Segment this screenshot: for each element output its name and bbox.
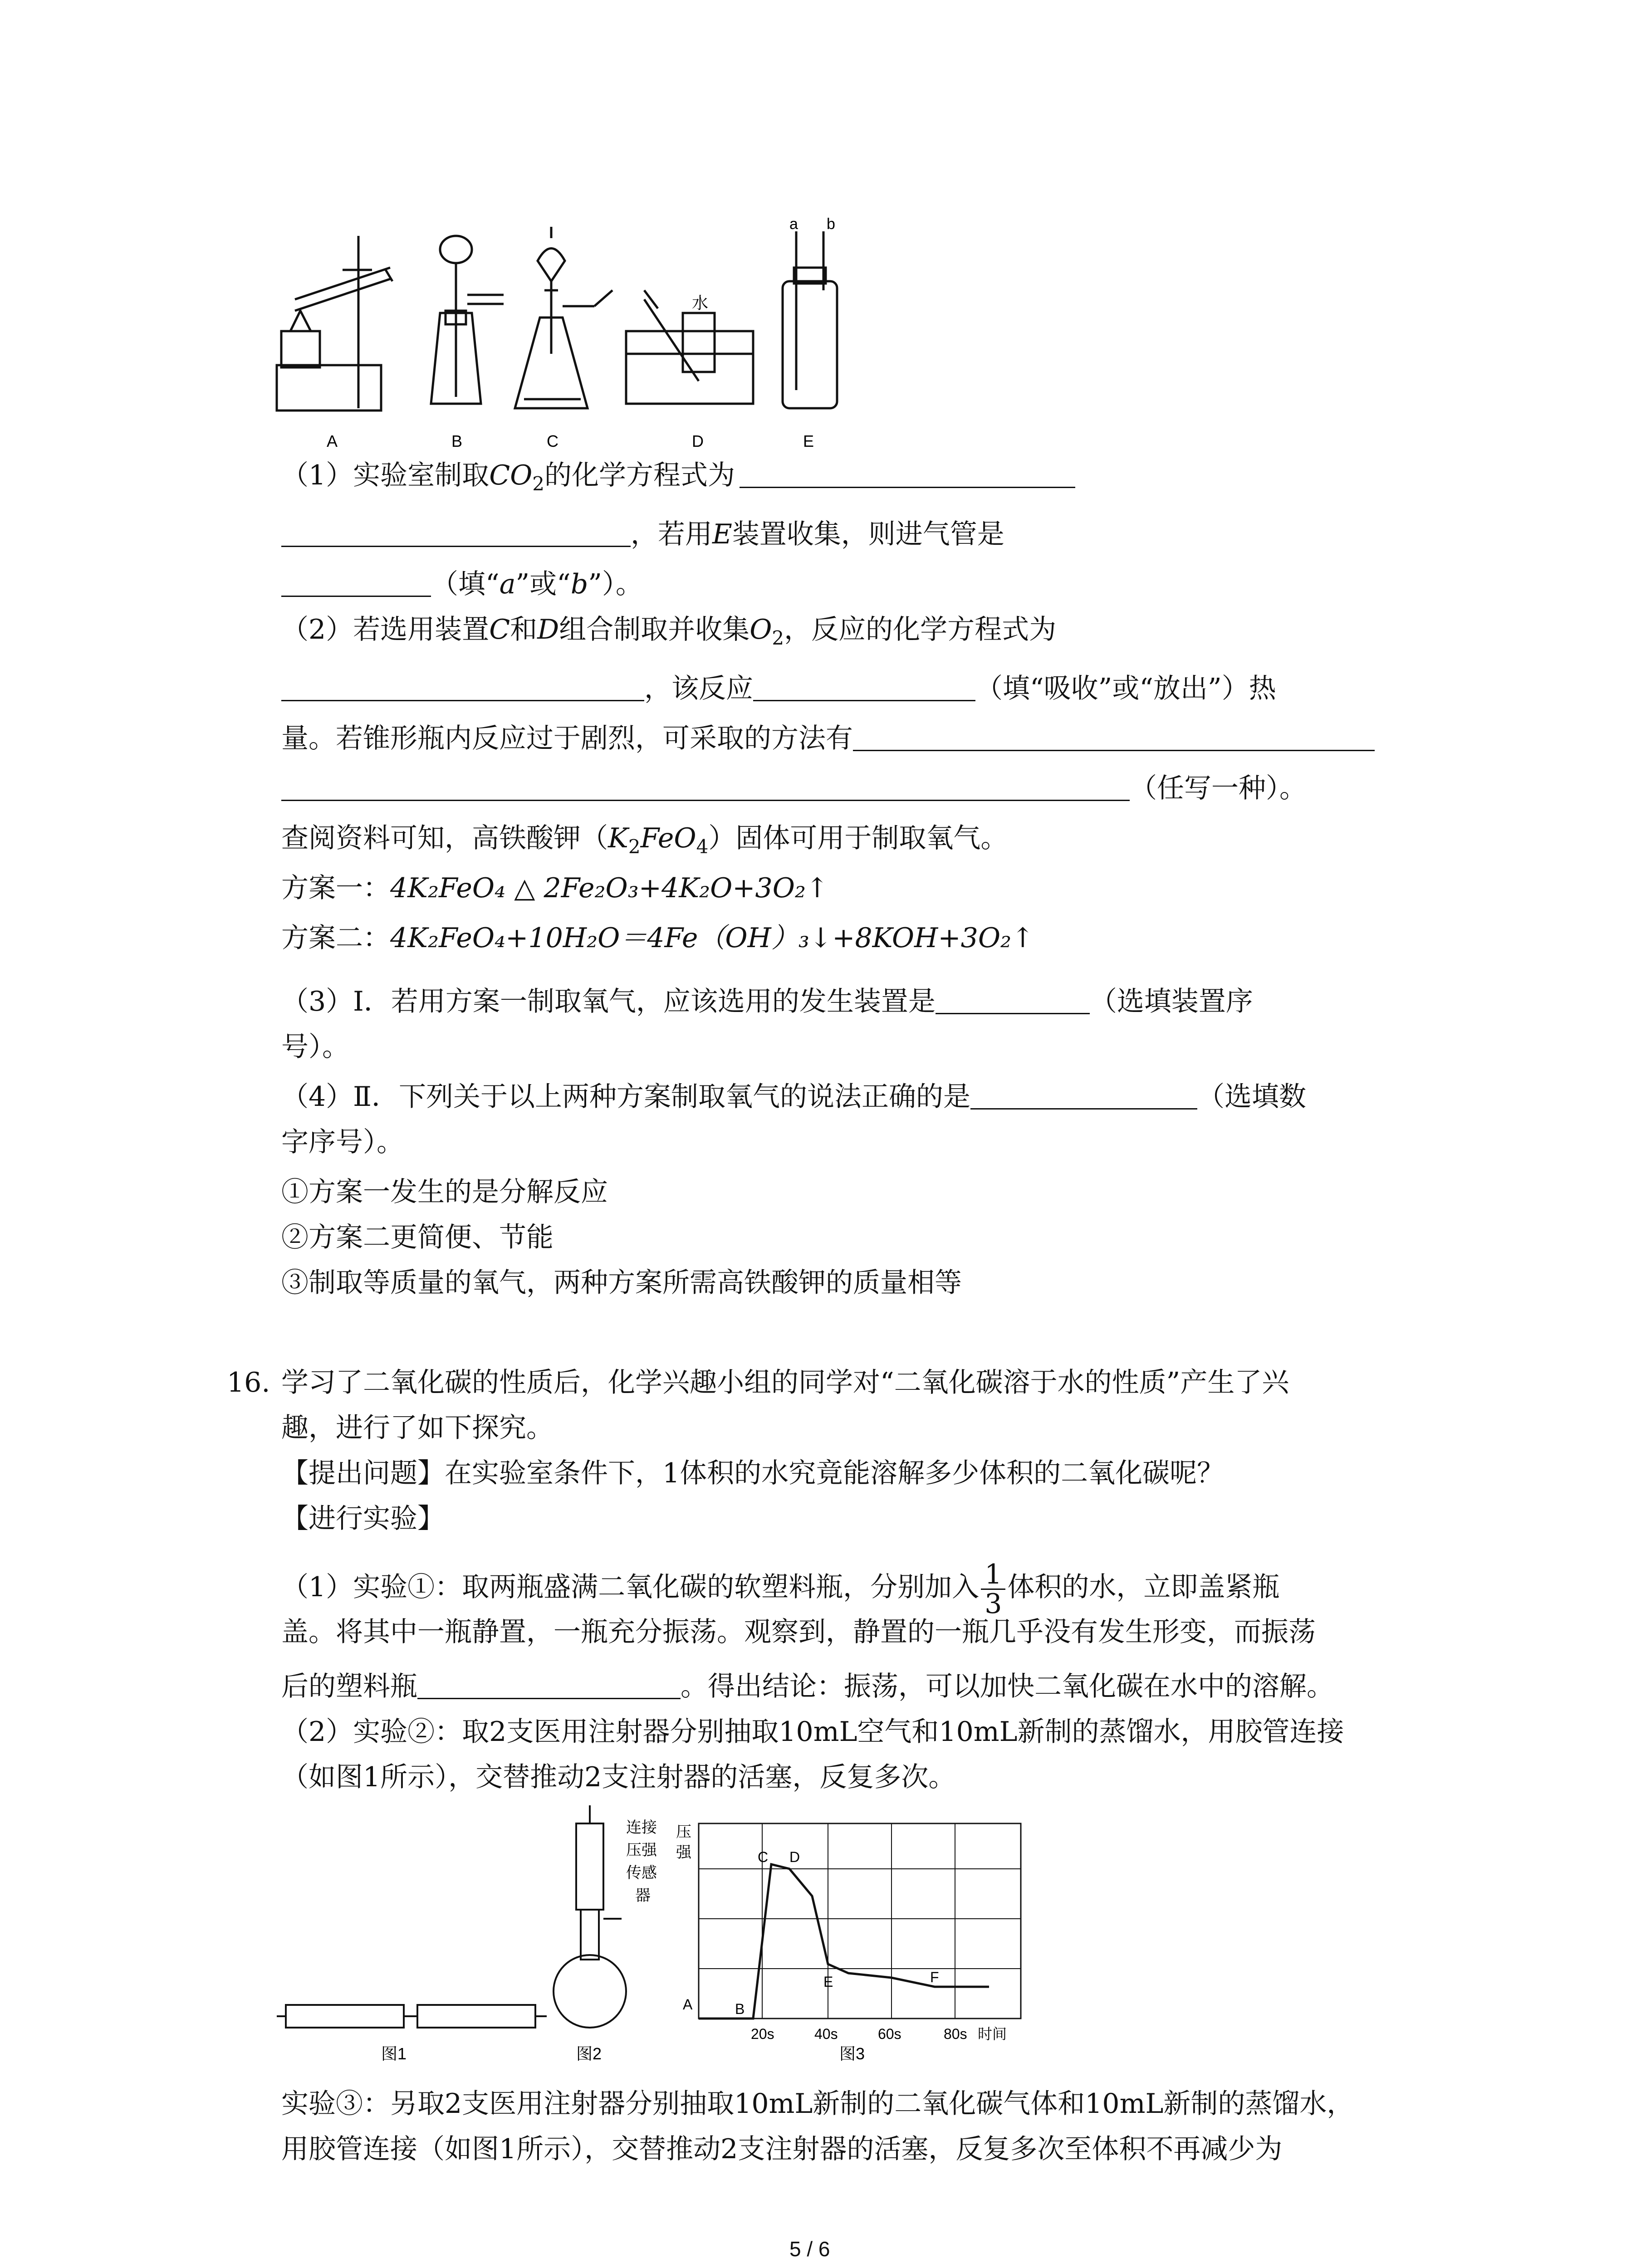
answer-blank[interactable] (740, 459, 1075, 488)
answer-blank[interactable] (970, 1080, 1197, 1110)
syringe-figure (277, 1805, 1048, 2068)
x-tick-20: 20s (751, 2026, 774, 2042)
apparatus-figure (268, 218, 857, 454)
point-f: F (930, 1969, 939, 1985)
answer-blank[interactable] (936, 985, 1090, 1014)
q15-part2-line3: 量。若锥形瓶内反应过于剧烈，可采取的方法有 (281, 721, 1375, 756)
q16-line2: 趣，进行了如下探究。 (281, 1412, 554, 1444)
answer-blank[interactable] (281, 518, 631, 547)
point-b: B (735, 2001, 745, 2017)
point-a: A (683, 1996, 693, 2013)
answer-blank[interactable] (281, 567, 431, 597)
sensor-label-3: 传感 (626, 1864, 657, 1882)
q16-exp1-line3: 后的塑料瓶 。得出结论：振荡，可以加快二氧化碳在水中的溶解。 (281, 1671, 1334, 1702)
page-number: 5 / 6 (789, 2237, 830, 2261)
q16-exp2-line1: （2）实验②：取2支医用注射器分别抽取10mL空气和10mL新制的蒸馏水，用胶管连接 (281, 1716, 1344, 1748)
x-tick-80: 80s (944, 2026, 967, 2042)
y-label-2: 强 (676, 1844, 691, 1861)
answer-blank[interactable] (281, 772, 1130, 801)
q16-number: 16. (227, 1367, 270, 1398)
point-e: E (823, 1974, 833, 1990)
sensor-label-4: 器 (635, 1887, 651, 1904)
answer-blank[interactable] (281, 672, 644, 701)
q16-exp1-line1: （1）实验①：取两瓶盛满二氧化碳的软塑料瓶，分别加入 $\frac{1}{3}$ 体积的水，立即盖紧瓶 (281, 1559, 1280, 1620)
q16-exp2-line2: （如图1所示），交替推动2支注射器的活塞，反复多次。 (281, 1761, 956, 1793)
apparatus-label-d: D (692, 432, 704, 450)
apparatus-label-c: C (547, 432, 558, 450)
x-tick-40: 40s (814, 2026, 838, 2042)
apparatus-label-a: A (327, 432, 338, 450)
q15-info: 查阅资料可知，高铁酸钾$(K_2FeO_4)$固体可用于制取氧气。 (281, 822, 1008, 858)
q15-part2-line1: （2）若选用装置C和D组合制取并收集$O_2$，反应的化学方程式为 (281, 614, 1057, 649)
point-c: C (758, 1849, 769, 1865)
option-3: ③制取等质量的氧气，两种方案所需高铁酸钾的质量相等 (281, 1267, 962, 1299)
q15-part1-line1: （1）实验室制取$CO_2$的化学方程式为 (281, 458, 1075, 501)
q15-part1-line2: ，若用E装置收集，则进气管是 (281, 517, 1004, 552)
fig3-caption: 图3 (839, 2044, 865, 2063)
q16-question: 【提出问题】在实验室条件下，1体积的水究竟能溶解多少体积的二氧化碳呢？ (281, 1457, 1225, 1489)
sensor-label-1: 连接 (626, 1819, 657, 1836)
answer-blank[interactable] (853, 722, 1375, 751)
apparatus-label-b: B (451, 432, 463, 450)
fig2-caption: 图2 (576, 2044, 602, 2063)
q15-part4-line1: （4）Ⅱ．下列关于以上两种方案制取氧气的说法正确的是 （选填数 (281, 1081, 1306, 1113)
tube-b-label: b (827, 218, 835, 233)
answer-blank[interactable] (417, 1670, 681, 1699)
y-label-1: 压 (676, 1823, 691, 1841)
option-2: ②方案二更简便、节能 (281, 1222, 554, 1253)
q16-experiment-head: 【进行实验】 (281, 1503, 445, 1535)
q16-line1: 学习了二氧化碳的性质后，化学兴趣小组的同学对“二氧化碳溶于水的性质”产生了兴 (281, 1367, 1289, 1398)
sensor-label-2: 压强 (626, 1842, 657, 1859)
x-tick-60: 60s (878, 2026, 901, 2042)
q15-part3-line2: 号）。 (281, 1031, 349, 1063)
point-d: D (789, 1849, 800, 1865)
fraction-one-third: $\frac{1}{3}$ (981, 1560, 1005, 1618)
q15-part2-line4: （任写一种）。 (281, 771, 1307, 806)
answer-blank[interactable] (753, 672, 975, 701)
plan-one: 方案一：4K₂FeO₄ △ 2Fe₂O₃+4K₂O+3O₂↑ (281, 872, 829, 904)
q16-exp3-line2: 用胶管连接（如图1所示），交替推动2支注射器的活塞，反复多次至体积不再减少为 (281, 2133, 1283, 2165)
q15-part2-line2: ，该反应 （填“吸收”或“放出”）热 (281, 671, 1276, 706)
q15-part1-line3: （填“a”或“b”）。 (281, 567, 643, 601)
plan-two: 方案二：4K₂FeO₄+10H₂O＝4Fe（OH）₃↓+8KOH+3O₂↑ (281, 922, 1034, 954)
water-label: 水 (692, 293, 709, 312)
q15-part4-line2: 字序号）。 (281, 1126, 404, 1158)
option-1: ①方案一发生的是分解反应 (281, 1176, 608, 1208)
tube-a-label: a (789, 218, 798, 233)
fig1-caption: 图1 (381, 2044, 407, 2063)
x-unit: 时间 (978, 2026, 1007, 2042)
q15-part3-line1: （3）Ⅰ．若用方案一制取氧气，应该选用的发生装置是 （选填装置序 (281, 986, 1253, 1017)
q16-exp3-line1: 实验③：另取2支医用注射器分别抽取10mL新制的二氧化碳气体和10mL新制的蒸馏水， (281, 2088, 1354, 2120)
q16-exp1-line2: 盖。将其中一瓶静置，一瓶充分振荡。观察到，静置的一瓶几乎没有发生形变，而振荡 (281, 1616, 1316, 1648)
apparatus-label-e: E (803, 432, 814, 450)
